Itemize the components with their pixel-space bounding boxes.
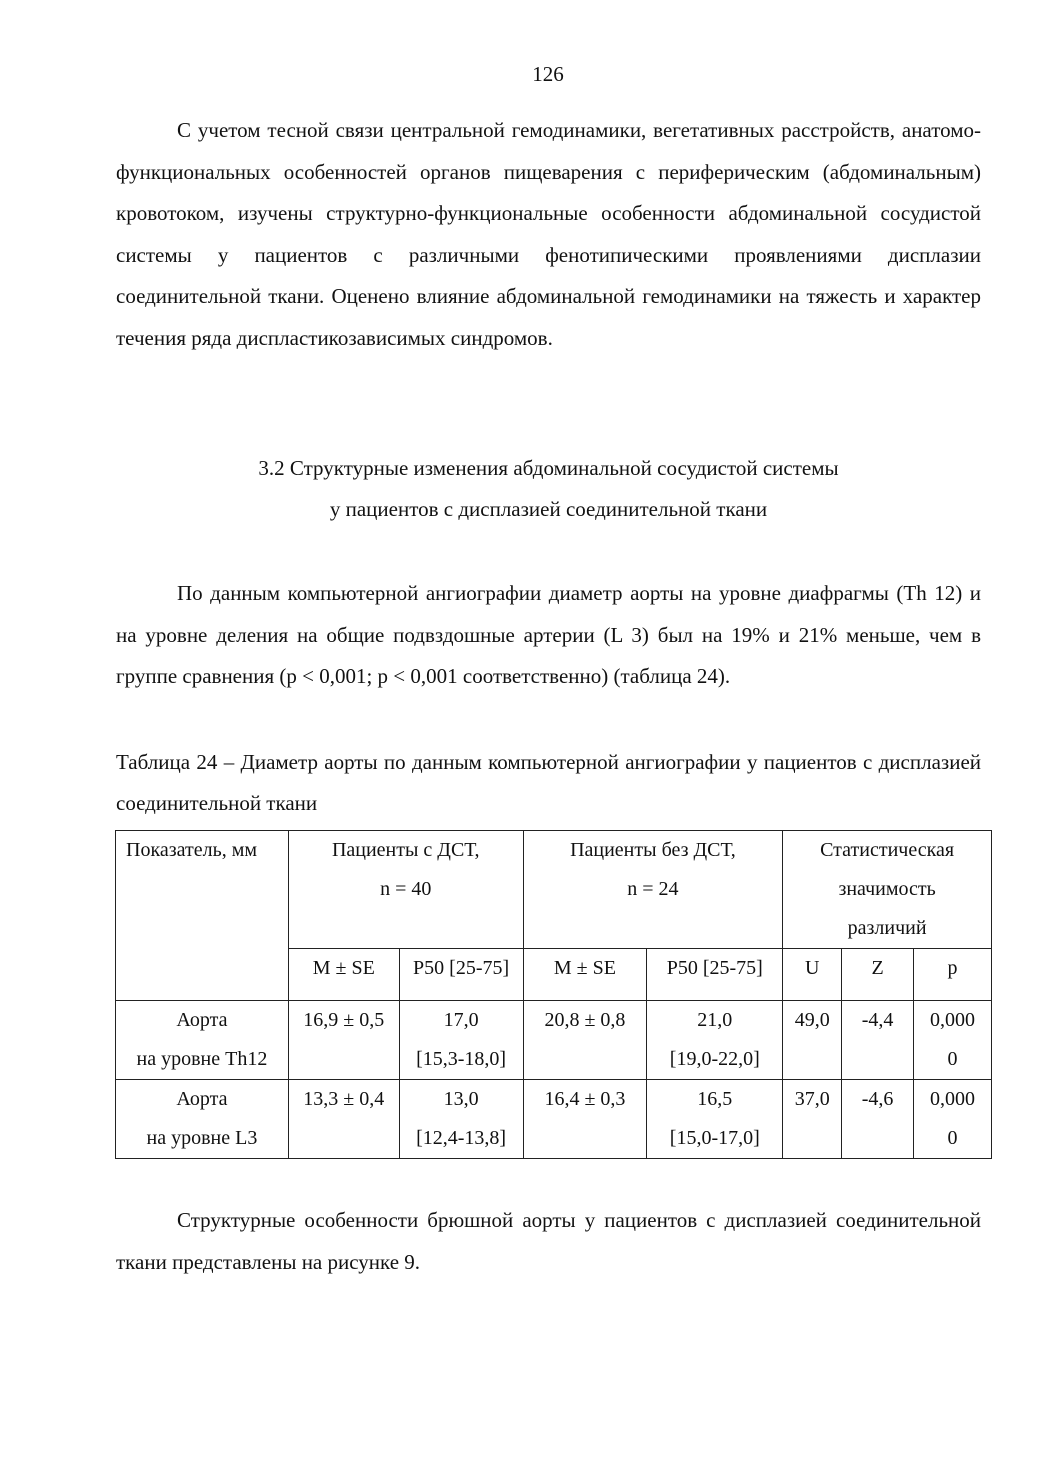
header-group-without-dct: Пациенты без ДСТ, n = 24: [523, 831, 783, 949]
row-label: Аорта на уровне Th12: [116, 1001, 289, 1080]
cell-p: 0,000 0: [914, 1080, 992, 1159]
section-heading-line2: у пациентов с дисплазией соединительной ткани: [329, 497, 768, 521]
cell-u: 37,0: [783, 1080, 842, 1159]
table-caption-block: [116, 742, 981, 824]
intro-paragraph: С учетом тесной связи центральной гемодинамики, вегетативных расстройств, анатомо-функциональных особенностей органов пищеварения с периферическим (абдоминальным) кровотоком, изучены структурно-функциональные особенности абдоминальной сосудистой системы у пациентов с различными фенотипическими проявлениями дисплазии соединительной ткани. Оценено влияние абдоминальной гемодинамики на тяжесть и характер течения ряда диспластикозависимых синдромов.: [116, 118, 981, 350]
header-group-with-dct: Пациенты с ДСТ, n = 40: [288, 831, 523, 949]
section-heading-line1: 3.2 Структурные изменения абдоминальной сосудистой системы: [258, 456, 839, 480]
table-row: [116, 1080, 992, 1159]
cell-mse-2: 20,8 ± 0,8: [523, 1001, 647, 1080]
header-statistical-significance: Статистическая значимость различий: [783, 831, 992, 949]
cell-p50-2: 21,0 [19,0-22,0]: [647, 1001, 783, 1080]
header-mse-2: M ± SE: [523, 949, 647, 1001]
cell-mse-1: 13,3 ± 0,4: [288, 1080, 399, 1159]
aorta-diameter-table: [115, 830, 992, 1159]
intro-paragraph-block: [116, 110, 981, 359]
cell-p: 0,000 0: [914, 1001, 992, 1080]
results-paragraph-block: [116, 573, 981, 698]
cell-mse-1: 16,9 ± 0,5: [288, 1001, 399, 1080]
results-paragraph: По данным компьютерной ангиографии диаметр аорты на уровне диафрагмы (Th 12) и на уровне деления на общие подвздошные артерии (L 3) был на 19% и 21% меньше, чем в группе сравнения (p < 0,001; p < 0,001 соответственно) (таблица 24).: [116, 581, 981, 688]
header-p: p: [914, 949, 992, 1001]
cell-p50-1: 17,0 [15,3-18,0]: [399, 1001, 523, 1080]
section-heading: [116, 448, 981, 530]
cell-p50-2: 16,5 [15,0-17,0]: [647, 1080, 783, 1159]
cell-p50-1: 13,0 [12,4-13,8]: [399, 1080, 523, 1159]
table-caption: Таблица 24 – Диаметр аорты по данным компьютерной ангиографии у пациентов с дисплазией соединительной ткани: [116, 750, 981, 815]
figure-reference-paragraph-block: [116, 1200, 981, 1283]
header-mse-1: M ± SE: [288, 949, 399, 1001]
cell-u: 49,0: [783, 1001, 842, 1080]
cell-z: -4,4: [842, 1001, 914, 1080]
table-header-row: [116, 831, 992, 949]
figure-reference-paragraph: Структурные особенности брюшной аорты у пациентов с дисплазией соединительной ткани представлены на рисунке 9.: [116, 1208, 981, 1274]
header-indicator: Показатель, мм: [116, 831, 289, 1001]
header-p50-2: P50 [25-75]: [647, 949, 783, 1001]
row-label: Аорта на уровне L3: [116, 1080, 289, 1159]
table-row: [116, 1001, 992, 1080]
header-u: U: [783, 949, 842, 1001]
header-z: Z: [842, 949, 914, 1001]
cell-mse-2: 16,4 ± 0,3: [523, 1080, 647, 1159]
page-number: 126: [532, 62, 564, 86]
cell-z: -4,6: [842, 1080, 914, 1159]
header-p50-1: P50 [25-75]: [399, 949, 523, 1001]
